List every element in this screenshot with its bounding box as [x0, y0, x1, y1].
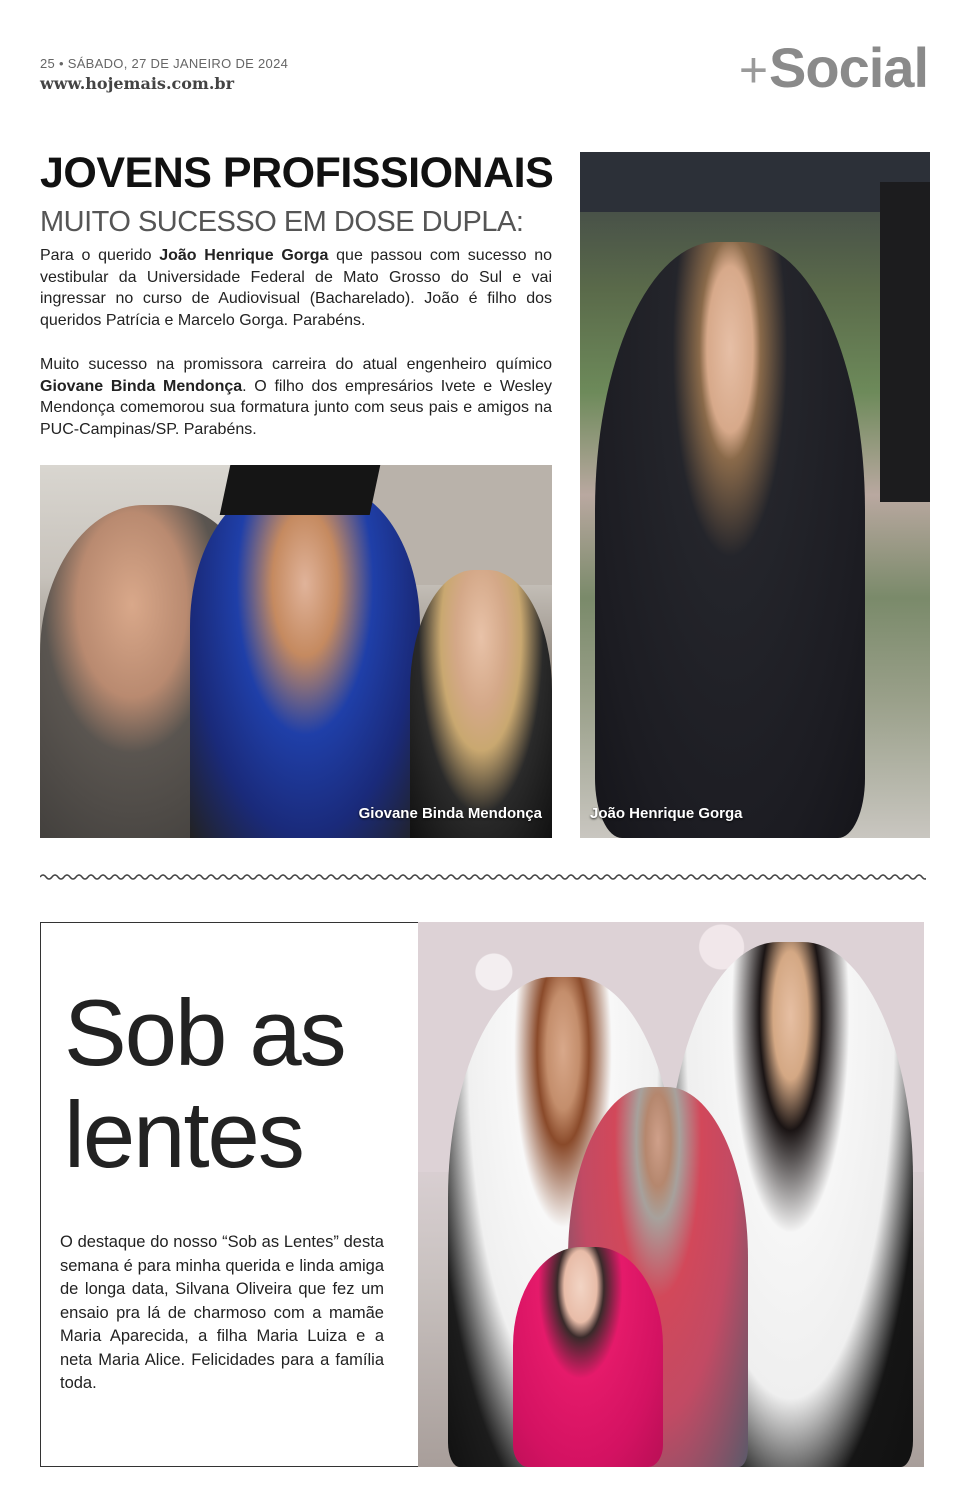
wavy-divider — [40, 870, 926, 884]
p1-rest: que passou com sucesso no vestibular da Universidade Federal de Mato Grosso do Sul e vai ingressar no curso de Audiovisual (Bacharelado). João é filho dos queridos Patrícia e Marcelo Gorga. Parabéns. — [40, 247, 552, 329]
paragraph-giovane — [40, 354, 552, 440]
joao-figure — [595, 242, 865, 838]
feature-body: O destaque do nosso “Sob as Lentes” desta semana é para minha querida e linda amiga de longa data, Silvana Oliveira que fez um ensaio pra lá de charmoso com a mamãe Maria Aparecida, a filha Maria Luiza e a neta Maria Alice. Felicidades para a família toda. — [60, 1233, 384, 1392]
feature-title-line1: Sob as — [64, 980, 345, 1085]
mother-figure — [410, 570, 552, 838]
feature-title-line2: lentes — [64, 1082, 303, 1187]
p2-rest: . O filho dos empresários Ivete e Wesley Mendonça comemorou sua formatura junto com seus pais e amigos na PUC-Campinas/SP. Parabéns. — [40, 377, 552, 438]
graduation-photo — [40, 465, 552, 838]
family-photo — [418, 922, 924, 1467]
date-line: 25 • SÁBADO, 27 DE JANEIRO DE 2024 — [40, 56, 289, 71]
p2-name: Giovane Binda Mendonça — [40, 377, 243, 395]
stadium-photo — [580, 152, 930, 838]
website-url[interactable]: www.hojemais.com.br — [40, 74, 235, 93]
caption-graduation: Giovane Binda Mendonça — [358, 805, 542, 822]
baby-figure — [513, 1247, 663, 1467]
p2-intro: Muito sucesso na promissora carreira do atual engenheiro químico — [40, 356, 552, 373]
section-logo — [738, 36, 928, 99]
article-title: JOVENS PROFISSIONAIS — [40, 149, 554, 197]
p1-intro: Para o querido — [40, 247, 160, 264]
p1-name: João Henrique Gorga — [159, 247, 329, 264]
feature-title — [64, 982, 404, 1186]
graduate-figure — [190, 485, 420, 838]
section-plus: + — [738, 42, 768, 98]
stadium-roof — [580, 152, 930, 212]
section-name: Social — [769, 36, 928, 99]
caption-stadium: João Henrique Gorga — [590, 805, 743, 822]
graduation-cap — [220, 465, 381, 515]
stage-screen — [880, 182, 930, 502]
paragraph-joao — [40, 245, 552, 331]
article-subtitle: MUITO SUCESSO EM DOSE DUPLA: — [40, 206, 524, 238]
